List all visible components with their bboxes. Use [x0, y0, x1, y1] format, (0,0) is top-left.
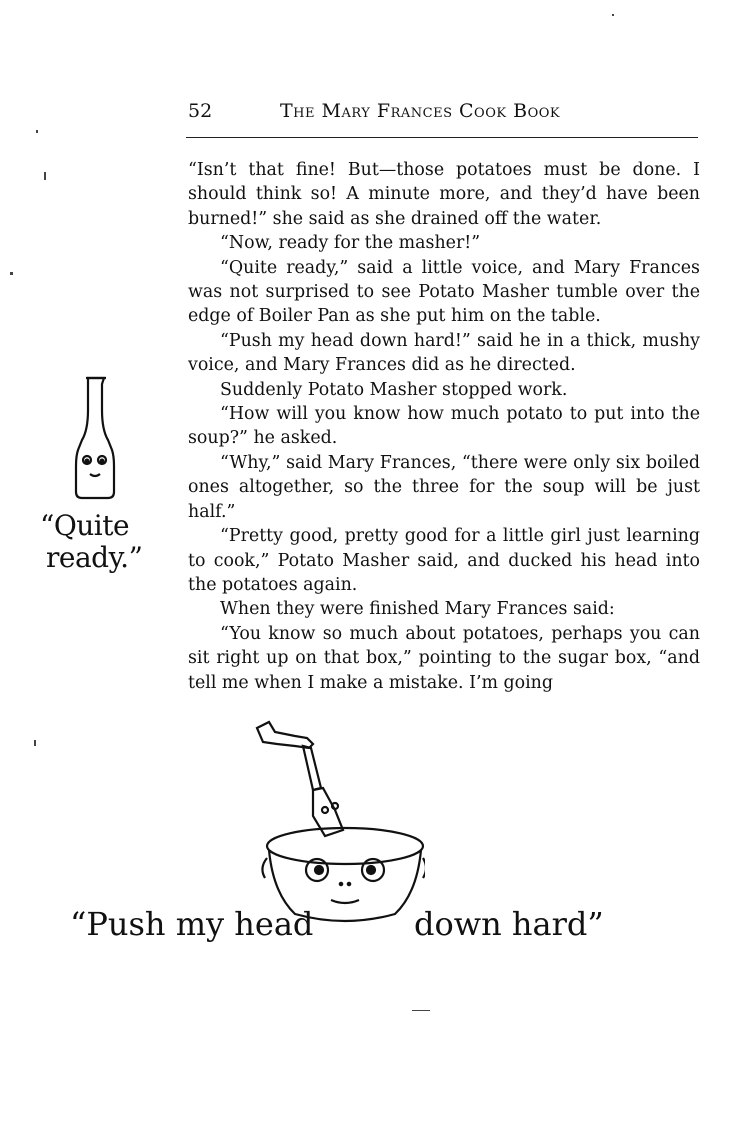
paragraph: “How will you know how much potato to put into the soup?” he asked. — [188, 404, 700, 449]
side-caption — [40, 510, 170, 574]
body-text — [188, 158, 700, 695]
scan-speck — [44, 172, 46, 180]
paragraph: “Quite ready,” said a little voice, and Mary Frances was not surprised to see Potato Masher tumble over the edge of Boiler Pan as she put him on the table. — [188, 257, 700, 327]
scan-speck — [612, 14, 614, 16]
paragraph: “Now, ready for the masher!” — [220, 233, 481, 254]
side-caption-line: “Quite — [40, 509, 130, 542]
potato-masher-figure — [30, 370, 170, 510]
paragraph: “Isn’t that fine! But—those potatoes must be done. I should think so! A minute more, and they’d have been burned!” she said as she drained off the water. — [188, 160, 700, 229]
paragraph: “Push my head down hard!” said he in a thick, mushy voice, and Mary Frances did as he directed. — [188, 330, 700, 376]
header-rule — [186, 137, 698, 138]
running-header — [188, 100, 698, 128]
paragraph: “Pretty good, pretty good for a little girl just learning to cook,” Potato Masher said, and ducked his head into the potatoes again. — [188, 526, 700, 595]
running-title: The Mary Frances Cook Book — [280, 100, 561, 122]
paragraph: Suddenly Potato Masher stopped work. — [220, 379, 568, 400]
scan-speck — [34, 740, 36, 746]
scan-speck — [10, 272, 13, 275]
bottom-caption-left: “Push my head — [70, 905, 314, 943]
paragraph: When they were finished Mary Frances said: — [220, 599, 615, 620]
scan-speck — [412, 1010, 430, 1011]
bottom-caption-right: down hard” — [414, 905, 604, 943]
side-caption-line: ready.” — [46, 541, 143, 574]
paragraph: “You know so much about potatoes, perhaps you can sit right up on that box,” pointing to the sugar box, “and tell me when I make a mistake. I’m going — [188, 623, 700, 693]
page-number: 52 — [188, 100, 213, 122]
paragraph: “Why,” said Mary Frances, “there were only six boiled ones altogether, so the three for the soup will be just half.” — [188, 452, 700, 522]
scan-speck — [36, 130, 38, 133]
